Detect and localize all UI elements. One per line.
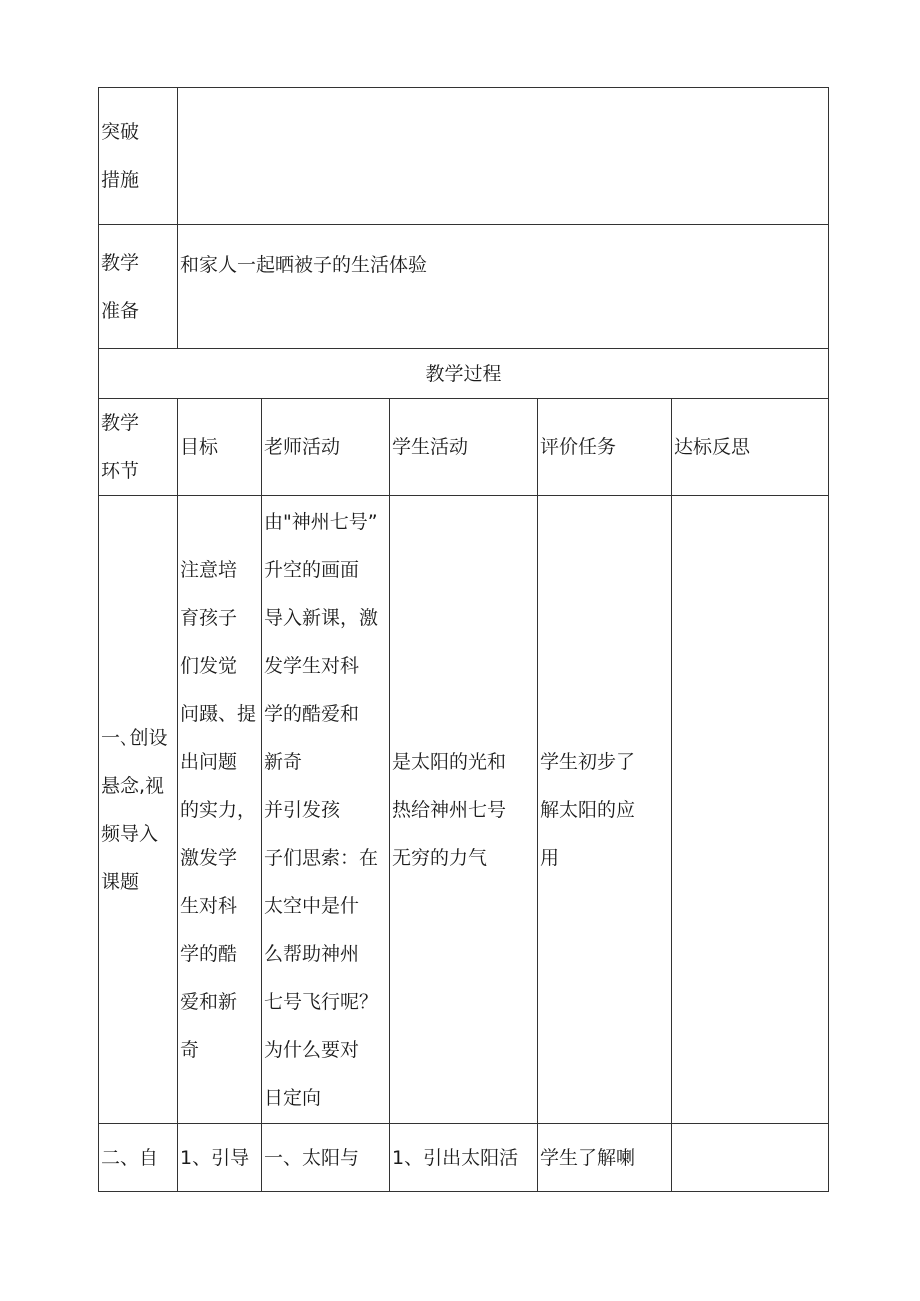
section1-stage: 一､创设 悬念,视 频导入 课题 xyxy=(101,726,168,893)
breakthrough-label-cell xyxy=(99,88,178,225)
section1-teacher: 由"神州七号” 升空的画面 导入新课，激 发学生对科 学的酷爱和 新奇 并引发孩 子们思索：在 太空中是什 么帮助神州 七号飞行呢？ 为什么要对 日定向 xyxy=(264,510,379,1109)
section2-reflection xyxy=(672,1124,828,1134)
section1-reflection-cell xyxy=(672,496,829,1124)
breakthrough-content-cell xyxy=(178,88,829,225)
section1-stage-cell xyxy=(99,496,178,1124)
section2-teacher-cell xyxy=(262,1124,390,1192)
header-cell xyxy=(178,399,262,496)
section2-reflection-cell xyxy=(672,1124,829,1192)
section2-teacher: 一、太阳与 xyxy=(264,1147,360,1169)
preparation-content: 和家人一起晒被子的生活体验 xyxy=(180,254,428,276)
section2-student: 1、引出太阳活 xyxy=(392,1147,519,1169)
section2-goal: 1、引导 xyxy=(180,1147,250,1169)
section1-student-cell xyxy=(390,496,538,1124)
process-title-row xyxy=(99,349,829,399)
breakthrough-row xyxy=(99,88,829,225)
header-stage: 教学 环节 xyxy=(101,412,140,482)
section2-stage-cell xyxy=(99,1124,178,1192)
header-cell xyxy=(262,399,390,496)
header-cell xyxy=(538,399,672,496)
header-goal: 目标 xyxy=(180,436,219,458)
preparation-row xyxy=(99,225,829,349)
header-teacher: 老师活动 xyxy=(264,436,341,458)
section2-stage: 二、自 xyxy=(101,1147,159,1169)
section2-student-cell xyxy=(390,1124,538,1192)
header-student: 学生活动 xyxy=(392,436,469,458)
lesson-plan-table xyxy=(98,87,829,1192)
section2-goal-cell xyxy=(178,1124,262,1192)
section1-row xyxy=(99,496,829,1124)
header-row xyxy=(99,399,829,496)
preparation-label: 教学 准备 xyxy=(101,251,140,322)
section1-teacher-cell xyxy=(262,496,390,1124)
breakthrough-label: 突破 措施 xyxy=(101,121,140,191)
section1-evaluation: 学生初步了 解太阳的应 用 xyxy=(540,750,636,869)
process-title: 教学过程 xyxy=(425,362,502,385)
header-reflection: 达标反思 xyxy=(674,436,751,458)
section2-evaluation: 学生了解喇 xyxy=(540,1147,636,1169)
preparation-content-cell xyxy=(178,225,829,349)
section1-evaluation-cell xyxy=(538,496,672,1124)
section1-student: 是太阳的光和 热给神州七号 无穷的力气 xyxy=(392,750,507,869)
header-cell xyxy=(390,399,538,496)
preparation-label-cell xyxy=(99,225,178,349)
section1-goal-cell xyxy=(178,496,262,1124)
header-cell xyxy=(672,399,829,496)
process-title-cell xyxy=(99,349,829,399)
section2-row xyxy=(99,1124,829,1192)
header-evaluation: 评价任务 xyxy=(540,436,617,458)
section2-evaluation-cell xyxy=(538,1124,672,1192)
header-cell xyxy=(99,399,178,496)
section1-goal: 注意培 育孩子 们发觉 问蹑、提 出问题 的实力， 激发学 生对科 学的酷 爱和新 奇 xyxy=(180,558,257,1061)
